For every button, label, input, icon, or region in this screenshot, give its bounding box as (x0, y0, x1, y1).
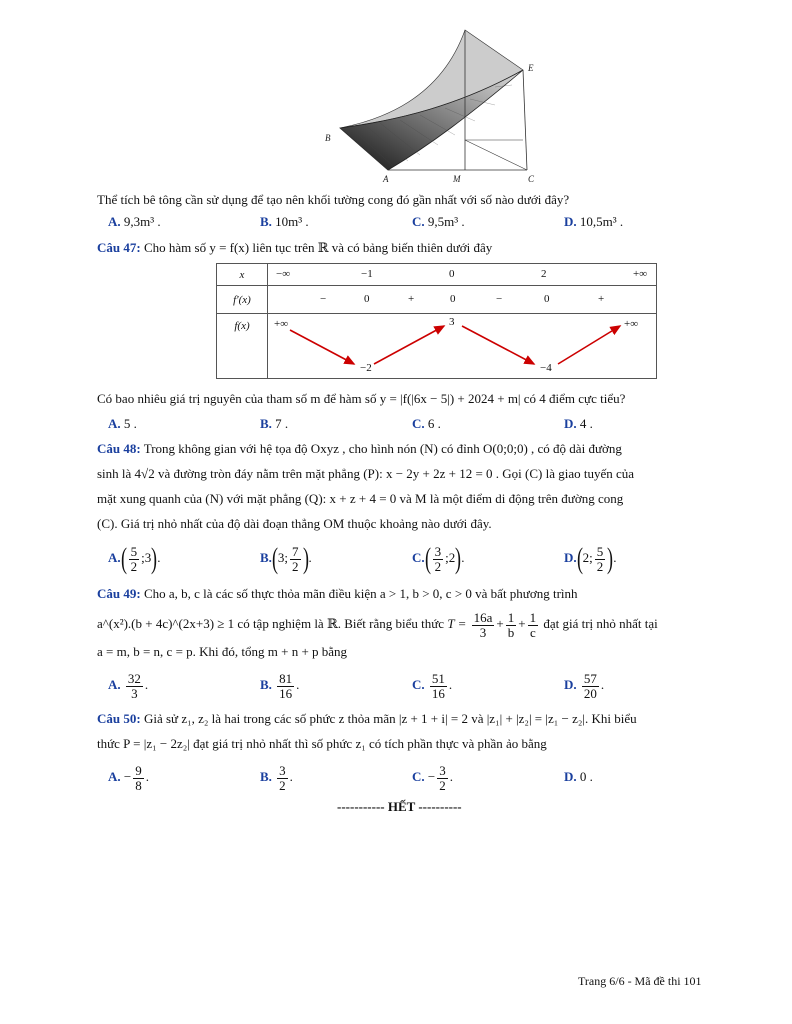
label-E: E (528, 63, 534, 73)
q50-option-a: A. − $\frac{9}{8}$ . (108, 762, 149, 793)
q49-option-b: B. $\frac{81}{16}$ . (260, 670, 300, 701)
vt-x-header: x (217, 264, 268, 286)
q47-option-b: B. 7 . (260, 416, 289, 431)
q48-option-c: C.( $\frac{3}{2}$ ;2). (412, 542, 465, 576)
label-A: A (383, 174, 389, 184)
q48-line2: sinh là 4√2 và đường tròn đáy nằm trên mặt phẳng (P): x − 2y + 2z + 12 = 0 . Gọi (C) là giao tuyến của (97, 466, 635, 481)
q47-stem: Câu 47: Cho hàm số y = f(x) liên tục trên ℝ và có bảng biến thiên dưới đây (97, 240, 493, 255)
q46-question: Thể tích bê tông cần sử dụng để tạo nên khối tường cong đó gần nhất với số nào dưới đây? (97, 192, 570, 207)
q48-option-a: A.( $\frac{5}{2}$ ;3). (108, 542, 161, 576)
q50-option-d: D. 0 . (564, 769, 593, 784)
q46-option-d: D. 10,5m³ . (564, 214, 624, 229)
q49-option-d: D. $\frac{57}{20}$ . (564, 670, 605, 701)
q48-line3: mặt xung quanh của (N) với mặt phẳng (Q): x + z + 4 = 0 và M là một điểm di động trên đường cong (97, 491, 624, 506)
q49-line2: a^(x²).(b + 4c)^(2x+3) ≥ 1 có tập nghiệm là ℝ. Biết rằng biểu thức T = $\frac{16a}{3}$ + $\frac{1}{b}$ + $\frac{1}{c}$ đạt giá trị nhỏ nhất tại (97, 609, 658, 640)
q48-option-b: B.(3; $\frac{7}{2}$ ). (260, 542, 312, 576)
q47-question: Có bao nhiêu giá trị nguyên của tham số m để hàm số y = |f(|6x − 5|) + 2024 + m| có 4 điểm cực tiểu? (97, 391, 626, 406)
label-M: M (453, 174, 461, 184)
q50-line2: thức P = |z₁ − 2z₂| đạt giá trị nhỏ nhất thì số phức z₁ có tích phần thực và phần ảo bằng (97, 736, 547, 751)
end-marker: ----------- HẾT ---------- (337, 799, 462, 814)
q48-option-d: D.(2; $\frac{5}{2}$ ). (564, 542, 617, 576)
vt-x-row: −∞ −1 0 2 +∞ (268, 264, 657, 286)
q49-line1: Câu 49: Cho a, b, c là các số thực thỏa mãn điều kiện a > 1, b > 0, c > 0 và bất phương trình (97, 586, 578, 601)
q49-inequality: a^(x²).(b + 4c)^(2x+3) ≥ 1 (97, 616, 235, 631)
q49-option-c: C. $\frac{51}{16}$ . (412, 670, 453, 701)
q48-line4: (C). Giá trị nhỏ nhất của độ dài đoạn thẳng OM thuộc khoảng nào dưới đây. (97, 516, 492, 531)
q46-option-b: B. 10m³ . (260, 214, 309, 229)
q50-option-c: C. − $\frac{3}{2}$ . (412, 762, 453, 793)
q46-option-a: A. 9,3m³ . (108, 214, 161, 229)
q47-option-a: A. 5 . (108, 416, 137, 431)
q46-option-c: C. 9,5m³ . (412, 214, 465, 229)
vt-arrows (268, 314, 658, 379)
q47-option-d: D. 4 . (564, 416, 593, 431)
q50-line1: Câu 50: Giả sử z₁, z₂ là hai trong các số phức z thỏa mãn |z + 1 + i| = 2 và |z₁| + |z₂| = |z₁ − z₂|. Khi biểu (97, 711, 637, 726)
label-B: B (325, 133, 331, 143)
q49-line3: a = m, b = n, c = p. Khi đó, tổng m + n + p bằng (97, 644, 348, 659)
q47-option-c: C. 6 . (412, 416, 441, 431)
q49-option-a: A. $\frac{32}{3}$ . (108, 670, 149, 701)
vt-f-row: +∞ −2 3 −4 +∞ (268, 314, 657, 379)
variation-table (216, 263, 657, 379)
q48-line1: Câu 48: Trong không gian với hệ tọa độ Oxyz , cho hình nón (N) có đỉnh O(0;0;0) , có độ dài đường (97, 441, 622, 456)
page-footer: Trang 6/6 - Mã đề thi 101 (578, 974, 702, 988)
label-C: C (528, 174, 535, 184)
diagonal (465, 140, 527, 170)
q50-option-b: B. $\frac{3}{2}$ . (260, 762, 293, 793)
vt-fprime-row: − 0 + 0 − 0 + (268, 286, 657, 314)
vt-f-header: f(x) (217, 314, 268, 379)
vt-fprime-header: f′(x) (217, 286, 268, 314)
edge-CE (523, 70, 527, 170)
curved-wall-figure (320, 25, 550, 185)
